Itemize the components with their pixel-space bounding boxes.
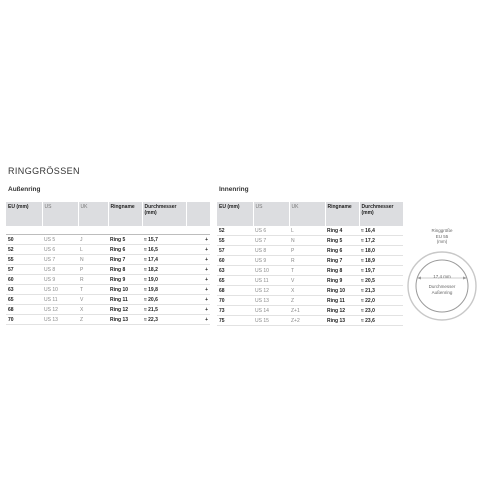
plus-cell: + bbox=[186, 235, 210, 245]
inner-ring-table bbox=[217, 202, 404, 326]
uk-cell: X bbox=[78, 305, 108, 315]
eu-cell: 70 bbox=[217, 296, 253, 306]
us-cell: US 8 bbox=[42, 265, 78, 275]
ring-size-diagram bbox=[404, 228, 480, 338]
table-row bbox=[217, 246, 403, 256]
ring-size-label-line1: Ringgröße bbox=[431, 228, 453, 233]
table-row bbox=[6, 295, 210, 305]
us-cell: US 6 bbox=[253, 226, 289, 236]
ring-description-line2: Außenring bbox=[431, 289, 453, 295]
table-row bbox=[6, 235, 210, 245]
us-cell: US 10 bbox=[253, 266, 289, 276]
us-cell: US 6 bbox=[42, 245, 78, 255]
table-row bbox=[6, 245, 210, 255]
ringname-cell: Ring 11 bbox=[108, 295, 142, 305]
table-row bbox=[217, 226, 403, 236]
diameter-cell: ≈ 22,3 bbox=[142, 315, 186, 325]
ringname-cell: Ring 6 bbox=[325, 246, 359, 256]
ringname-cell: Ring 8 bbox=[108, 265, 142, 275]
diameter-cell: ≈ 23,6 bbox=[359, 316, 403, 326]
diameter-cell: ≈ 23,0 bbox=[359, 306, 403, 316]
plus-cell: + bbox=[186, 315, 210, 325]
table-row bbox=[217, 296, 403, 306]
uk-cell: L bbox=[78, 245, 108, 255]
eu-cell: 65 bbox=[217, 276, 253, 286]
uk-cell: J bbox=[78, 235, 108, 245]
eu-cell: 60 bbox=[6, 275, 42, 285]
ring-inner-measure: 17,4 mm bbox=[433, 274, 451, 279]
plus-cell: + bbox=[186, 255, 210, 265]
ringname-cell: Ring 13 bbox=[108, 315, 142, 325]
us-cell: US 11 bbox=[42, 295, 78, 305]
diameter-cell: ≈ 22,0 bbox=[359, 296, 403, 306]
diameter-cell: ≈ 17,4 bbox=[142, 255, 186, 265]
us-cell: US 13 bbox=[253, 296, 289, 306]
diameter-cell: ≈ 19,8 bbox=[142, 285, 186, 295]
table-row bbox=[6, 275, 210, 285]
spacer-cell bbox=[6, 226, 42, 235]
ringname-cell: Ring 8 bbox=[325, 266, 359, 276]
table-row bbox=[217, 236, 403, 246]
uk-cell: R bbox=[78, 275, 108, 285]
diameter-cell: ≈ 18,2 bbox=[142, 265, 186, 275]
eu-cell: 57 bbox=[6, 265, 42, 275]
ringname-cell: Ring 11 bbox=[325, 296, 359, 306]
ringname-cell: Ring 10 bbox=[108, 285, 142, 295]
page-title: RINGGRÖSSEN bbox=[8, 166, 80, 176]
plus-cell: + bbox=[186, 295, 210, 305]
header-ringname: Ringname bbox=[325, 202, 359, 226]
uk-cell: T bbox=[78, 285, 108, 295]
us-cell: US 10 bbox=[42, 285, 78, 295]
ringname-cell: Ring 12 bbox=[325, 306, 359, 316]
diameter-cell: ≈ 16,4 bbox=[359, 226, 403, 236]
us-cell: US 15 bbox=[253, 316, 289, 326]
diameter-cell: ≈ 19,0 bbox=[142, 275, 186, 285]
outer-ring-title: Außenring bbox=[8, 186, 41, 193]
table-row bbox=[6, 305, 210, 315]
table-header-row bbox=[217, 202, 403, 226]
table-row bbox=[217, 276, 403, 286]
plus-cell: + bbox=[186, 275, 210, 285]
inner-ring-title: Innenring bbox=[219, 186, 249, 193]
uk-cell: Z+2 bbox=[289, 316, 325, 326]
eu-cell: 65 bbox=[6, 295, 42, 305]
eu-cell: 55 bbox=[217, 236, 253, 246]
table-row bbox=[6, 285, 210, 295]
spacer-cell bbox=[108, 226, 142, 235]
table-spacer-row bbox=[6, 226, 210, 235]
table-row bbox=[6, 315, 210, 325]
eu-cell: 52 bbox=[217, 226, 253, 236]
header-empty bbox=[186, 202, 210, 226]
uk-cell: V bbox=[78, 295, 108, 305]
eu-cell: 68 bbox=[6, 305, 42, 315]
table-row bbox=[6, 265, 210, 275]
header-diameter: Durchmesser (mm) bbox=[359, 202, 403, 226]
diameter-cell: ≈ 18,0 bbox=[359, 246, 403, 256]
eu-cell: 50 bbox=[6, 235, 42, 245]
diameter-cell: ≈ 19,7 bbox=[359, 266, 403, 276]
ring-description-line1: Durchmesser bbox=[428, 284, 456, 289]
ring-description bbox=[404, 284, 480, 295]
header-us: US bbox=[42, 202, 78, 226]
header-eu: EU (mm) bbox=[6, 202, 42, 226]
header-eu: EU (mm) bbox=[217, 202, 253, 226]
eu-cell: 73 bbox=[217, 306, 253, 316]
us-cell: US 9 bbox=[42, 275, 78, 285]
us-cell: US 5 bbox=[42, 235, 78, 245]
eu-cell: 57 bbox=[217, 246, 253, 256]
us-cell: US 12 bbox=[42, 305, 78, 315]
us-cell: US 14 bbox=[253, 306, 289, 316]
table-row bbox=[217, 286, 403, 296]
uk-cell: L bbox=[289, 226, 325, 236]
header-us: US bbox=[253, 202, 289, 226]
diameter-cell: ≈ 20,6 bbox=[142, 295, 186, 305]
ringname-cell: Ring 9 bbox=[325, 276, 359, 286]
diameter-cell: ≈ 18,9 bbox=[359, 256, 403, 266]
ringname-cell: Ring 4 bbox=[325, 226, 359, 236]
header-ringname: Ringname bbox=[108, 202, 142, 226]
uk-cell: P bbox=[289, 246, 325, 256]
uk-cell: R bbox=[289, 256, 325, 266]
us-cell: US 9 bbox=[253, 256, 289, 266]
plus-cell: + bbox=[186, 305, 210, 315]
table-row bbox=[6, 255, 210, 265]
uk-cell: N bbox=[78, 255, 108, 265]
uk-cell: Z+1 bbox=[289, 306, 325, 316]
header-uk: UK bbox=[289, 202, 325, 226]
ringname-cell: Ring 13 bbox=[325, 316, 359, 326]
uk-cell: T bbox=[289, 266, 325, 276]
ring-size-label-line3: (mm) bbox=[436, 239, 448, 244]
us-cell: US 12 bbox=[253, 286, 289, 296]
ring-size-label bbox=[404, 228, 480, 245]
spacer-cell bbox=[142, 226, 186, 235]
diameter-cell: ≈ 21,5 bbox=[142, 305, 186, 315]
uk-cell: V bbox=[289, 276, 325, 286]
us-cell: US 8 bbox=[253, 246, 289, 256]
ringname-cell: Ring 7 bbox=[325, 256, 359, 266]
eu-cell: 52 bbox=[6, 245, 42, 255]
us-cell: US 11 bbox=[253, 276, 289, 286]
diameter-cell: ≈ 20,5 bbox=[359, 276, 403, 286]
ring-size-label-line2: EU 55 bbox=[435, 233, 449, 239]
plus-cell: + bbox=[186, 285, 210, 295]
ringname-cell: Ring 6 bbox=[108, 245, 142, 255]
diameter-cell: ≈ 15,7 bbox=[142, 235, 186, 245]
us-cell: US 7 bbox=[253, 236, 289, 246]
eu-cell: 70 bbox=[6, 315, 42, 325]
spacer-cell bbox=[78, 226, 108, 235]
uk-cell: P bbox=[78, 265, 108, 275]
header-uk: UK bbox=[78, 202, 108, 226]
ringname-cell: Ring 9 bbox=[108, 275, 142, 285]
ringname-cell: Ring 5 bbox=[108, 235, 142, 245]
outer-ring-table bbox=[6, 202, 211, 325]
us-cell: US 7 bbox=[42, 255, 78, 265]
diameter-cell: ≈ 21,3 bbox=[359, 286, 403, 296]
table-row bbox=[217, 306, 403, 316]
eu-cell: 68 bbox=[217, 286, 253, 296]
plus-cell: + bbox=[186, 245, 210, 255]
eu-cell: 63 bbox=[217, 266, 253, 276]
ringname-cell: Ring 12 bbox=[108, 305, 142, 315]
header-diameter: Durchmesser (mm) bbox=[142, 202, 186, 226]
table-row bbox=[217, 316, 403, 326]
eu-cell: 63 bbox=[6, 285, 42, 295]
ringname-cell: Ring 10 bbox=[325, 286, 359, 296]
eu-cell: 75 bbox=[217, 316, 253, 326]
ringname-cell: Ring 7 bbox=[108, 255, 142, 265]
spacer-cell bbox=[42, 226, 78, 235]
uk-cell: Z bbox=[78, 315, 108, 325]
diameter-cell: ≈ 17,2 bbox=[359, 236, 403, 246]
ringname-cell: Ring 5 bbox=[325, 236, 359, 246]
us-cell: US 13 bbox=[42, 315, 78, 325]
eu-cell: 60 bbox=[217, 256, 253, 266]
diameter-cell: ≈ 16,5 bbox=[142, 245, 186, 255]
table-header-row bbox=[6, 202, 210, 226]
spacer-cell bbox=[186, 226, 210, 235]
uk-cell: X bbox=[289, 286, 325, 296]
table-row bbox=[217, 266, 403, 276]
eu-cell: 55 bbox=[6, 255, 42, 265]
uk-cell: N bbox=[289, 236, 325, 246]
plus-cell: + bbox=[186, 265, 210, 275]
table-row bbox=[217, 256, 403, 266]
uk-cell: Z bbox=[289, 296, 325, 306]
